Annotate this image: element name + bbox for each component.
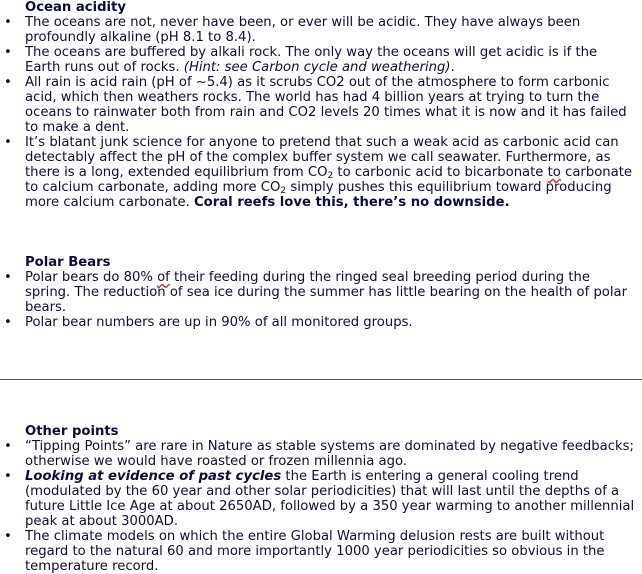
spellcheck-word[interactable]: of — [157, 270, 170, 285]
other-points-list — [0, 439, 642, 574]
list-item-text: simply pushes this equilibrium toward producing more calcium carbonate. — [25, 180, 612, 210]
bullet-icon: • — [4, 15, 12, 30]
list-item-text: The oceans are buffered by alkali rock. The only way the oceans will get acidic is if the Earth runs out of rocks. — [25, 45, 598, 75]
bullet-icon: • — [4, 529, 12, 544]
list-item-text: All rain is acid rain (pH of ~5.4) as it scrubs CO2 out of the atmosphere to form carbonic acid, which then weathers rocks. The world has had 4 billion years at trying to turn the oceans to rainwater both from rain and CO2 levels 20 times what it is now and it has failed to make a dent. — [25, 75, 627, 135]
polar-bears-heading: Polar Bears — [25, 255, 111, 270]
bold-text: Coral reefs love this, there’s no downside. — [193, 195, 510, 210]
list-item-text: It’s blatant junk science for anyone to pretend that such a weak acid as carbonic acid can detectably affect the pH of the complex buffer system we call seawater. Furthermore, as there is a long, extended equilibrium from CO — [25, 135, 619, 180]
list-item-text: the Earth is entering a general cooling trend (modulated by the 60 year and other solar periodicities) that will last until the depths of a future Little Ice Age at about 2650AD, followed by a 350 year warming to another millennial peak at about 3000AD. — [25, 469, 635, 529]
list-item-text: their feeding during the ringed seal breeding period during the spring. The reduction of sea ice during the summer has little bearing on the health of polar bears. — [25, 270, 628, 315]
list-item-text: The oceans are not, never have been, or ever will be acidic. They have always been profoundly alkaline (pH 8.1 to 8.4). — [25, 15, 581, 45]
subscript: 2 — [327, 171, 334, 181]
subscript: 2 — [280, 186, 287, 196]
list-item — [0, 469, 642, 529]
emphasis-text: Looking at evidence of past cycles — [25, 469, 282, 484]
bullet-icon: • — [4, 135, 12, 150]
hint-text: (Hint: see Carbon cycle and weathering) — [183, 60, 451, 75]
list-item — [0, 315, 642, 330]
ocean-acidity-heading: Ocean acidity — [25, 0, 126, 15]
list-item — [0, 439, 642, 469]
list-item-text: “Tipping Points” are rare in Nature as stable systems are dominated by negative feedbacks; otherwise we would have roasted or frozen millennia ago. — [25, 439, 634, 469]
bullet-icon: • — [4, 270, 12, 285]
spellcheck-word[interactable]: to — [547, 165, 561, 180]
list-item-text: carbonate to calcium carbonate, adding more CO — [25, 165, 632, 195]
bullet-icon: • — [4, 45, 12, 60]
list-item-text: . — [450, 60, 455, 75]
ocean-acidity-list — [0, 15, 642, 210]
bullet-icon: • — [4, 469, 12, 484]
list-item-text: Polar bear numbers are up in 90% of all monitored groups. — [25, 315, 413, 330]
list-item-text: Polar bears do 80% — [25, 270, 158, 285]
page-divider — [0, 379, 642, 380]
other-points-heading: Other points — [25, 424, 119, 439]
list-item-text: The climate models on which the entire Global Warming delusion rests are built without regard to the natural 60 and more importantly 1000 year periodicities so obvious in the temperature record. — [25, 529, 605, 574]
bullet-icon: • — [4, 439, 12, 454]
bullet-icon: • — [4, 315, 12, 330]
polar-bears-list — [0, 270, 642, 330]
list-item-text: to carbonic acid to bicarbonate — [333, 165, 548, 180]
list-item — [0, 135, 642, 210]
list-item — [0, 529, 642, 574]
bullet-icon: • — [4, 75, 12, 90]
list-item — [0, 15, 642, 45]
list-item — [0, 270, 642, 315]
list-item — [0, 75, 642, 135]
list-item — [0, 45, 642, 75]
